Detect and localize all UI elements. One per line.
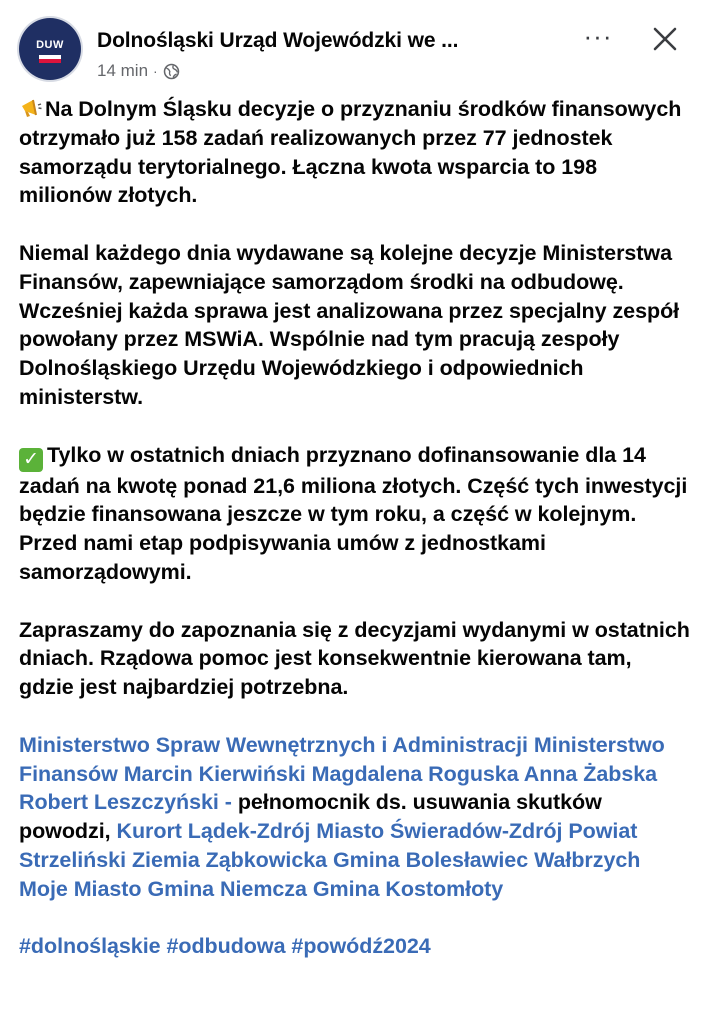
tag-ziemia-zabkowicka[interactable]: Ziemia Ząbkowicka (131, 847, 328, 872)
tag-anna-zabska[interactable]: Anna Żabska (523, 761, 658, 786)
globe-icon (163, 63, 180, 80)
hashtag-link[interactable]: #powódź2024 (291, 934, 431, 959)
paragraph-3-text: Tylko w ostatnich dniach przyznano dofinansowanie dla 14 zadań na kwotę ponad 21,6 miliona złotych. Część tych inwestycji będzie finansowana jeszcze w tym roku, a część w kolejnym. Przed nami etap podpisywania umów z jednostkami samorządowymi. (19, 442, 688, 584)
close-button[interactable] (648, 22, 682, 56)
tag-powiat-strzelinski[interactable]: Powiat Strzeliński (19, 819, 638, 872)
tag-magdalena-roguska[interactable]: Magdalena Roguska (311, 761, 519, 786)
megaphone-icon (19, 96, 43, 120)
tag-mswia[interactable]: Ministerstwo Spraw Wewnętrznych i Administracji (19, 732, 528, 757)
tag-walbrzych[interactable]: Wałbrzych Moje Miasto (19, 847, 641, 901)
tag-ladek-zdroj[interactable]: Kurort Lądek-Zdrój (116, 819, 311, 844)
tag-plain-text: pełnomocnik ds. usuwania skutków powodzi, (19, 790, 602, 844)
tag-robert-leszczynski[interactable]: Robert Leszczyński - (19, 790, 232, 815)
post-timestamp[interactable]: 14 min (97, 61, 149, 80)
tag-gmina-kostomloty[interactable]: Gmina Kostomłoty (312, 876, 504, 901)
tag-gmina-niemcza[interactable]: Gmina Niemcza (147, 876, 307, 901)
tag-gmina-boleslawiec[interactable]: Gmina Bolesławiec (333, 847, 529, 872)
post-meta (97, 61, 180, 81)
post-paragraph-2: Niemal każdego dnia wydawane są kolejne decyzje Ministerstwa Finansów, zapewniające samorządom środki na odbudowę. Wcześniej każda sprawa jest analizowana przez specjalny zespół powołany przez MSWiA. Wspólnie nad tym pracują zespoły Dolnośląskiego Urzędu Wojewódzkiego i odpowiednich ministerstw. (19, 240, 680, 409)
check-mark-icon: ✓ (19, 448, 43, 472)
close-icon (648, 22, 682, 56)
tag-swieradow-zdroj[interactable]: Miasto Świeradów-Zdrój (316, 819, 563, 844)
post-header (0, 0, 702, 92)
post-body (19, 95, 691, 990)
hashtags (19, 932, 691, 961)
avatar-logo-text: DUW (36, 39, 64, 51)
post-paragraph-4: Zapraszamy do zapoznania się z decyzjami wydanymi w ostatnich dniach. Rządowa pomoc jest konsekwentnie kierowana tam, gdzie jest najbardziej potrzebna. (19, 617, 690, 700)
more-dots-icon: ··· (583, 21, 613, 51)
page-avatar[interactable] (19, 18, 81, 80)
page-name-link[interactable]: Dolnośląski Urząd Wojewódzki we ... (97, 29, 459, 52)
flag-icon (39, 55, 61, 63)
post-paragraph-3 (19, 441, 691, 587)
meta-separator: · (153, 63, 158, 79)
tag-marcin-kierwinski[interactable]: Marcin Kierwiński (123, 761, 306, 786)
post-paragraph-1 (19, 95, 691, 210)
tag-ministerstwo-finansow[interactable]: Ministerstwo Finansów (19, 732, 665, 786)
hashtag-link[interactable]: #dolnośląskie (19, 934, 161, 959)
tagged-pages (19, 731, 691, 904)
paragraph-1-text: Na Dolnym Śląsku decyzje o przyznaniu środków finansowych otrzymało już 158 zadań realizowanych przez 77 jednostek samorządu terytorialnego. Łączna kwota wsparcia to 198 milionów złotych. (19, 97, 682, 208)
more-options-button[interactable] (578, 22, 618, 54)
hashtag-link[interactable]: #odbudowa (166, 934, 286, 959)
